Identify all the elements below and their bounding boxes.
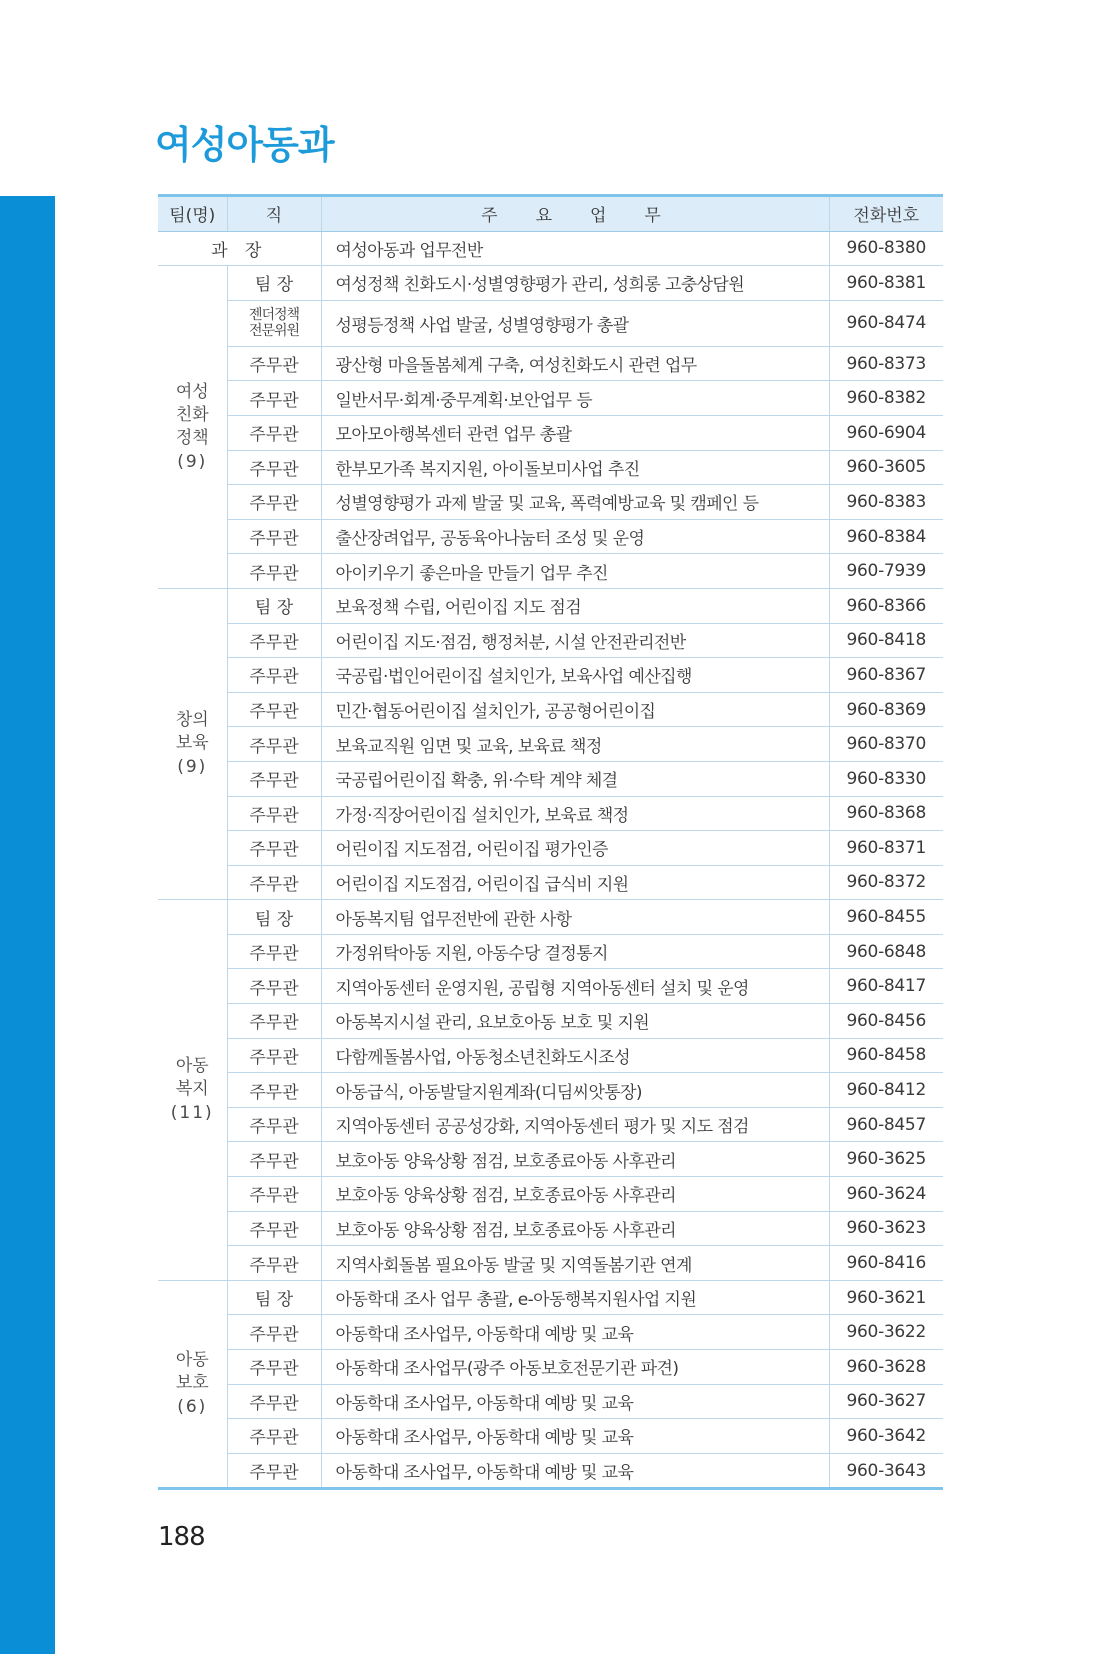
page-title: 여성아동과: [155, 123, 334, 167]
page-number: 188: [158, 1522, 205, 1552]
team-cell: [158, 900, 227, 1281]
phone-cell: 960-8412: [829, 1073, 943, 1108]
table-row: [158, 381, 943, 416]
phone-cell: 960-8417: [829, 969, 943, 1004]
phone-cell: 960-8368: [829, 796, 943, 831]
position-cell: 주무관: [227, 761, 321, 796]
duty-cell: 아동급식, 아동발달지원계좌(디딤씨앗통장): [321, 1073, 829, 1108]
table-row: [158, 796, 943, 831]
table-row: [158, 266, 943, 301]
phone-cell: 960-3627: [829, 1384, 943, 1419]
duty-cell: 아동학대 조사업무, 아동학대 예방 및 교육: [321, 1453, 829, 1489]
duty-cell: 지역사회돌봄 필요아동 발굴 및 지역돌봄기관 연계: [321, 1246, 829, 1281]
table-body: [158, 231, 943, 1489]
duty-cell: 여성정책 친화도시·성별영향평가 관리, 성희롱 고충상담원: [321, 266, 829, 301]
duty-cell: 가정위탁아동 지원, 아동수당 결정통지: [321, 934, 829, 969]
position-cell: 주무관: [227, 381, 321, 416]
header-team: 팀(명): [158, 196, 227, 232]
table-row: [158, 658, 943, 693]
position-cell: 주무관: [227, 1211, 321, 1246]
team-count: (6): [177, 1397, 208, 1418]
team-name: 여성 친화 정책: [175, 381, 209, 448]
team-count: (9): [177, 451, 208, 472]
duty-cell: 보호아동 양육상황 점검, 보호종료아동 사후관리: [321, 1211, 829, 1246]
position-cell: 주무관: [227, 485, 321, 520]
table-row: [158, 865, 943, 900]
table-row: [158, 692, 943, 727]
duty-cell: 어린이집 지도·점검, 행정처분, 시설 안전관리전반: [321, 623, 829, 658]
duty-cell: 아동학대 조사 업무 총괄, e-아동행복지원사업 지원: [321, 1280, 829, 1315]
phone-cell: 960-3623: [829, 1211, 943, 1246]
table-row: [158, 1177, 943, 1212]
duty-cell: 어린이집 지도점검, 어린이집 평가인증: [321, 831, 829, 866]
position-cell: 주무관: [227, 1073, 321, 1108]
table-row: [158, 900, 943, 935]
table-row: [158, 1211, 943, 1246]
table-row: [158, 415, 943, 450]
table-row: [158, 1004, 943, 1039]
phone-cell: 960-7939: [829, 554, 943, 589]
phone-cell: 960-8456: [829, 1004, 943, 1039]
position-cell: 주무관: [227, 450, 321, 485]
position-cell: 주무관: [227, 554, 321, 589]
phone-cell: 960-8367: [829, 658, 943, 693]
phone-cell: 960-8384: [829, 519, 943, 554]
team-cell: [158, 588, 227, 899]
duty-cell: 보육정책 수립, 어린이집 지도 점검: [321, 588, 829, 623]
position-cell: 주무관: [227, 1142, 321, 1177]
phone-cell: 960-8369: [829, 692, 943, 727]
table-row: [158, 831, 943, 866]
position-cell: 주무관: [227, 796, 321, 831]
duty-cell: 지역아동센터 운영지원, 공립형 지역아동센터 설치 및 운영: [321, 969, 829, 1004]
table-row: [158, 554, 943, 589]
table-row: [158, 1453, 943, 1489]
phone-cell: 960-6848: [829, 934, 943, 969]
team-name: 아동 보호: [175, 1350, 209, 1394]
position-cell: 주무관: [227, 1384, 321, 1419]
table-row: [158, 761, 943, 796]
position-cell: 주무관: [227, 415, 321, 450]
phone-cell: 960-8418: [829, 623, 943, 658]
duty-cell: 아동복지시설 관리, 요보호아동 보호 및 지원: [321, 1004, 829, 1039]
director-duty: 여성아동과 업무전반: [321, 231, 829, 266]
duty-cell: 광산형 마을돌봄체계 구축, 여성친화도시 관련 업무: [321, 346, 829, 381]
table-row: [158, 1384, 943, 1419]
position-cell: 주무관: [227, 346, 321, 381]
table-row: [158, 485, 943, 520]
position-cell: 젠더정책 전문위원: [227, 300, 321, 346]
phone-cell: 960-6904: [829, 415, 943, 450]
director-phone: 960-8380: [829, 231, 943, 266]
table-row: [158, 1315, 943, 1350]
director-label: 과 장: [158, 231, 321, 266]
table-row: [158, 1350, 943, 1385]
phone-cell: 960-8457: [829, 1107, 943, 1142]
position-cell: 팀 장: [227, 900, 321, 935]
duty-cell: 보호아동 양육상황 점검, 보호종료아동 사후관리: [321, 1177, 829, 1212]
staff-directory-table: [158, 194, 943, 1490]
team-count: (11): [170, 1103, 214, 1124]
position-cell: 주무관: [227, 831, 321, 866]
phone-cell: 960-8416: [829, 1246, 943, 1281]
duty-cell: 한부모가족 복지지원, 아이돌보미사업 추진: [321, 450, 829, 485]
phone-cell: 960-8458: [829, 1038, 943, 1073]
table-row: [158, 450, 943, 485]
position-cell: 주무관: [227, 969, 321, 1004]
duty-cell: 어린이집 지도점검, 어린이집 급식비 지원: [321, 865, 829, 900]
duty-cell: 모아모아행복센터 관련 업무 총괄: [321, 415, 829, 450]
table-row: [158, 1280, 943, 1315]
duty-cell: 아동학대 조사업무, 아동학대 예방 및 교육: [321, 1315, 829, 1350]
duty-cell: 일반서무·회계·중무계획·보안업무 등: [321, 381, 829, 416]
position-cell: 팀 장: [227, 588, 321, 623]
duty-cell: 가정·직장어린이집 설치인가, 보육료 책정: [321, 796, 829, 831]
table-row: [158, 969, 943, 1004]
phone-cell: 960-8383: [829, 485, 943, 520]
table-row: [158, 346, 943, 381]
duty-cell: 보육교직원 임면 및 교육, 보육료 책정: [321, 727, 829, 762]
team-name: 창의 보육: [175, 710, 209, 754]
side-accent-bar: [0, 196, 55, 1654]
position-cell: 주무관: [227, 692, 321, 727]
phone-cell: 960-3624: [829, 1177, 943, 1212]
director-row: [158, 231, 943, 266]
phone-cell: 960-8474: [829, 300, 943, 346]
team-cell: [158, 1280, 227, 1489]
duty-cell: 성별영향평가 과제 발굴 및 교육, 폭력예방교육 및 캠페인 등: [321, 485, 829, 520]
table-row: [158, 1073, 943, 1108]
phone-cell: 960-8370: [829, 727, 943, 762]
position-cell: 주무관: [227, 1453, 321, 1489]
duty-cell: 아이키우기 좋은마을 만들기 업무 추진: [321, 554, 829, 589]
duty-cell: 지역아동센터 공공성강화, 지역아동센터 평가 및 지도 점검: [321, 1107, 829, 1142]
table-row: [158, 623, 943, 658]
table-row: [158, 934, 943, 969]
phone-cell: 960-8373: [829, 346, 943, 381]
duty-cell: 민간·협동어린이집 설치인가, 공공형어린이집: [321, 692, 829, 727]
duty-cell: 다함께돌봄사업, 아동청소년친화도시조성: [321, 1038, 829, 1073]
team-name: 아동 복지: [175, 1056, 209, 1100]
duty-cell: 아동학대 조사업무, 아동학대 예방 및 교육: [321, 1384, 829, 1419]
duty-cell: 출산장려업무, 공동육아나눔터 조성 및 운영: [321, 519, 829, 554]
table-row: [158, 1107, 943, 1142]
duty-cell: 아동복지팀 업무전반에 관한 사항: [321, 900, 829, 935]
position-cell: 팀 장: [227, 1280, 321, 1315]
duty-cell: 아동학대 조사업무(광주 아동보호전문기관 파견): [321, 1350, 829, 1385]
phone-cell: 960-3625: [829, 1142, 943, 1177]
table-row: [158, 727, 943, 762]
table-row: [158, 1038, 943, 1073]
phone-cell: 960-8366: [829, 588, 943, 623]
phone-cell: 960-8381: [829, 266, 943, 301]
phone-cell: 960-8330: [829, 761, 943, 796]
header-duty: 주요업무: [321, 196, 829, 232]
table-row: [158, 519, 943, 554]
position-cell: 주무관: [227, 1246, 321, 1281]
position-cell: 주무관: [227, 727, 321, 762]
team-cell: [158, 266, 227, 589]
team-count: (9): [177, 757, 208, 778]
position-cell: 주무관: [227, 1350, 321, 1385]
position-cell: 주무관: [227, 1315, 321, 1350]
duty-cell: 성평등정책 사업 발굴, 성별영향평가 총괄: [321, 300, 829, 346]
duty-cell: 보호아동 양육상황 점검, 보호종료아동 사후관리: [321, 1142, 829, 1177]
duty-cell: 국공립·법인어린이집 설치인가, 보육사업 예산집행: [321, 658, 829, 693]
phone-cell: 960-3621: [829, 1280, 943, 1315]
table-row: [158, 1246, 943, 1281]
position-cell: 팀 장: [227, 266, 321, 301]
position-cell: 주무관: [227, 658, 321, 693]
table-header-row: [158, 196, 943, 232]
position-cell: 주무관: [227, 1004, 321, 1039]
phone-cell: 960-8372: [829, 865, 943, 900]
duty-cell: 국공립어린이집 확충, 위·수탁 계약 체결: [321, 761, 829, 796]
phone-cell: 960-3605: [829, 450, 943, 485]
position-cell: 주무관: [227, 865, 321, 900]
phone-cell: 960-8382: [829, 381, 943, 416]
phone-cell: 960-3628: [829, 1350, 943, 1385]
position-cell: 주무관: [227, 623, 321, 658]
phone-cell: 960-3642: [829, 1419, 943, 1454]
position-cell: 주무관: [227, 1419, 321, 1454]
position-cell: 주무관: [227, 934, 321, 969]
position-cell: 주무관: [227, 519, 321, 554]
duty-cell: 아동학대 조사업무, 아동학대 예방 및 교육: [321, 1419, 829, 1454]
position-cell: 주무관: [227, 1177, 321, 1212]
phone-cell: 960-8371: [829, 831, 943, 866]
phone-cell: 960-3643: [829, 1453, 943, 1489]
table-row: [158, 300, 943, 346]
table-row: [158, 588, 943, 623]
position-cell: 주무관: [227, 1038, 321, 1073]
phone-cell: 960-8455: [829, 900, 943, 935]
position-cell: 주무관: [227, 1107, 321, 1142]
header-position: 직: [227, 196, 321, 232]
header-phone: 전화번호: [829, 196, 943, 232]
phone-cell: 960-3622: [829, 1315, 943, 1350]
table-row: [158, 1142, 943, 1177]
table-row: [158, 1419, 943, 1454]
